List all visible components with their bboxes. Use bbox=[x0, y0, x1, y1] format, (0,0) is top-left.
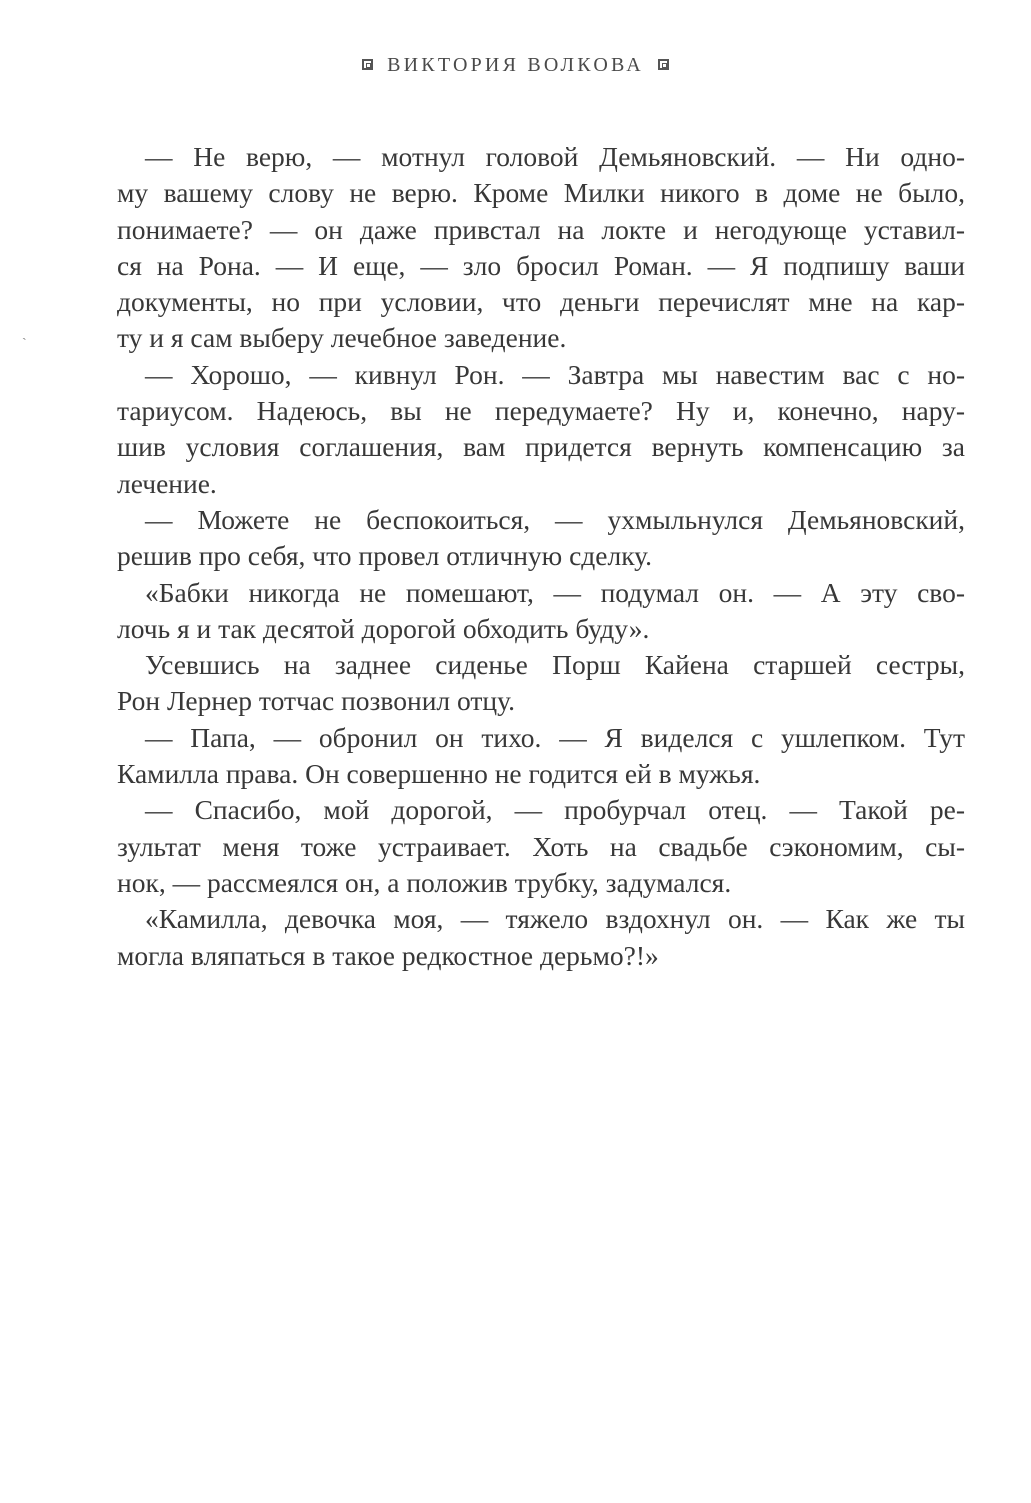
text-line: — Хорошо, — кивнул Рон. — Завтра мы навестим вас с но- bbox=[145, 358, 965, 390]
text-line: — Папа, — обронил он тихо. — Я виделся с ушлепком. Тут bbox=[145, 721, 965, 753]
page-body-text bbox=[117, 139, 965, 974]
text-line: — Не верю, — мотнул головой Демьяновский. — Ни одно- bbox=[145, 141, 965, 172]
text-line: ся на Рона. — И еще, — зло бросил Роман. — Я подпишу ваши bbox=[117, 249, 965, 281]
text-line: — Можете не беспокоиться, — ухмыльнулся Демьяновский, bbox=[145, 503, 965, 535]
text-line: шив условия соглашения, вам придется вернуть компенсацию за bbox=[117, 431, 965, 463]
text-line: му вашему слову не верю. Кроме Милки никого в доме не было, bbox=[117, 177, 965, 209]
text-line: понимаете? — он даже привстал на локте и негодующе уставил- bbox=[117, 213, 965, 245]
scan-mark: ˎ bbox=[22, 326, 27, 341]
text-line: документы, но при условии, что деньги перечислят мне на кар- bbox=[117, 286, 965, 318]
text-line: нок, — рассмеялся он, а положив трубку, задумался. bbox=[117, 866, 732, 898]
text-line: могла вляпаться в такое редкостное дерьмо?!» bbox=[117, 939, 659, 971]
text-line: решив про себя, что провел отличную сделку. bbox=[117, 540, 653, 572]
text-line: «Бабки никогда не помешают, — подумал он. — А эту сво- bbox=[145, 576, 965, 608]
text-line: Камилла права. Он совершенно не годится ей в мужья. bbox=[117, 758, 761, 790]
text-line: зультат меня тоже устраивает. Хоть на свадьбе сэкономим, сы- bbox=[117, 830, 965, 862]
text-line: лечение. bbox=[117, 467, 217, 499]
running-header bbox=[0, 54, 1031, 77]
text-line: Усевшись на заднее сиденье Порш Кайена старшей сестры, bbox=[145, 649, 965, 681]
text-line: тариусом. Надеюсь, вы не передумаете? Ну и, конечно, нару- bbox=[117, 395, 965, 427]
text-line: лочь я и так десятой дорогой обходить буду». bbox=[117, 612, 650, 644]
text-line: Рон Лернер тотчас позвонил отцу. bbox=[117, 685, 515, 717]
text-line: ту и я сам выберу лечебное заведение. bbox=[117, 322, 567, 354]
ornament-left-icon bbox=[362, 59, 373, 70]
author-name: ВИКТОРИЯ ВОЛКОВА bbox=[387, 54, 644, 76]
text-line: «Камилла, девочка моя, — тяжело вздохнул он. — Как же ты bbox=[145, 903, 965, 935]
ornament-right-icon bbox=[658, 59, 669, 70]
text-line: — Спасибо, мой дорогой, — пробурчал отец. — Такой ре- bbox=[145, 794, 965, 826]
